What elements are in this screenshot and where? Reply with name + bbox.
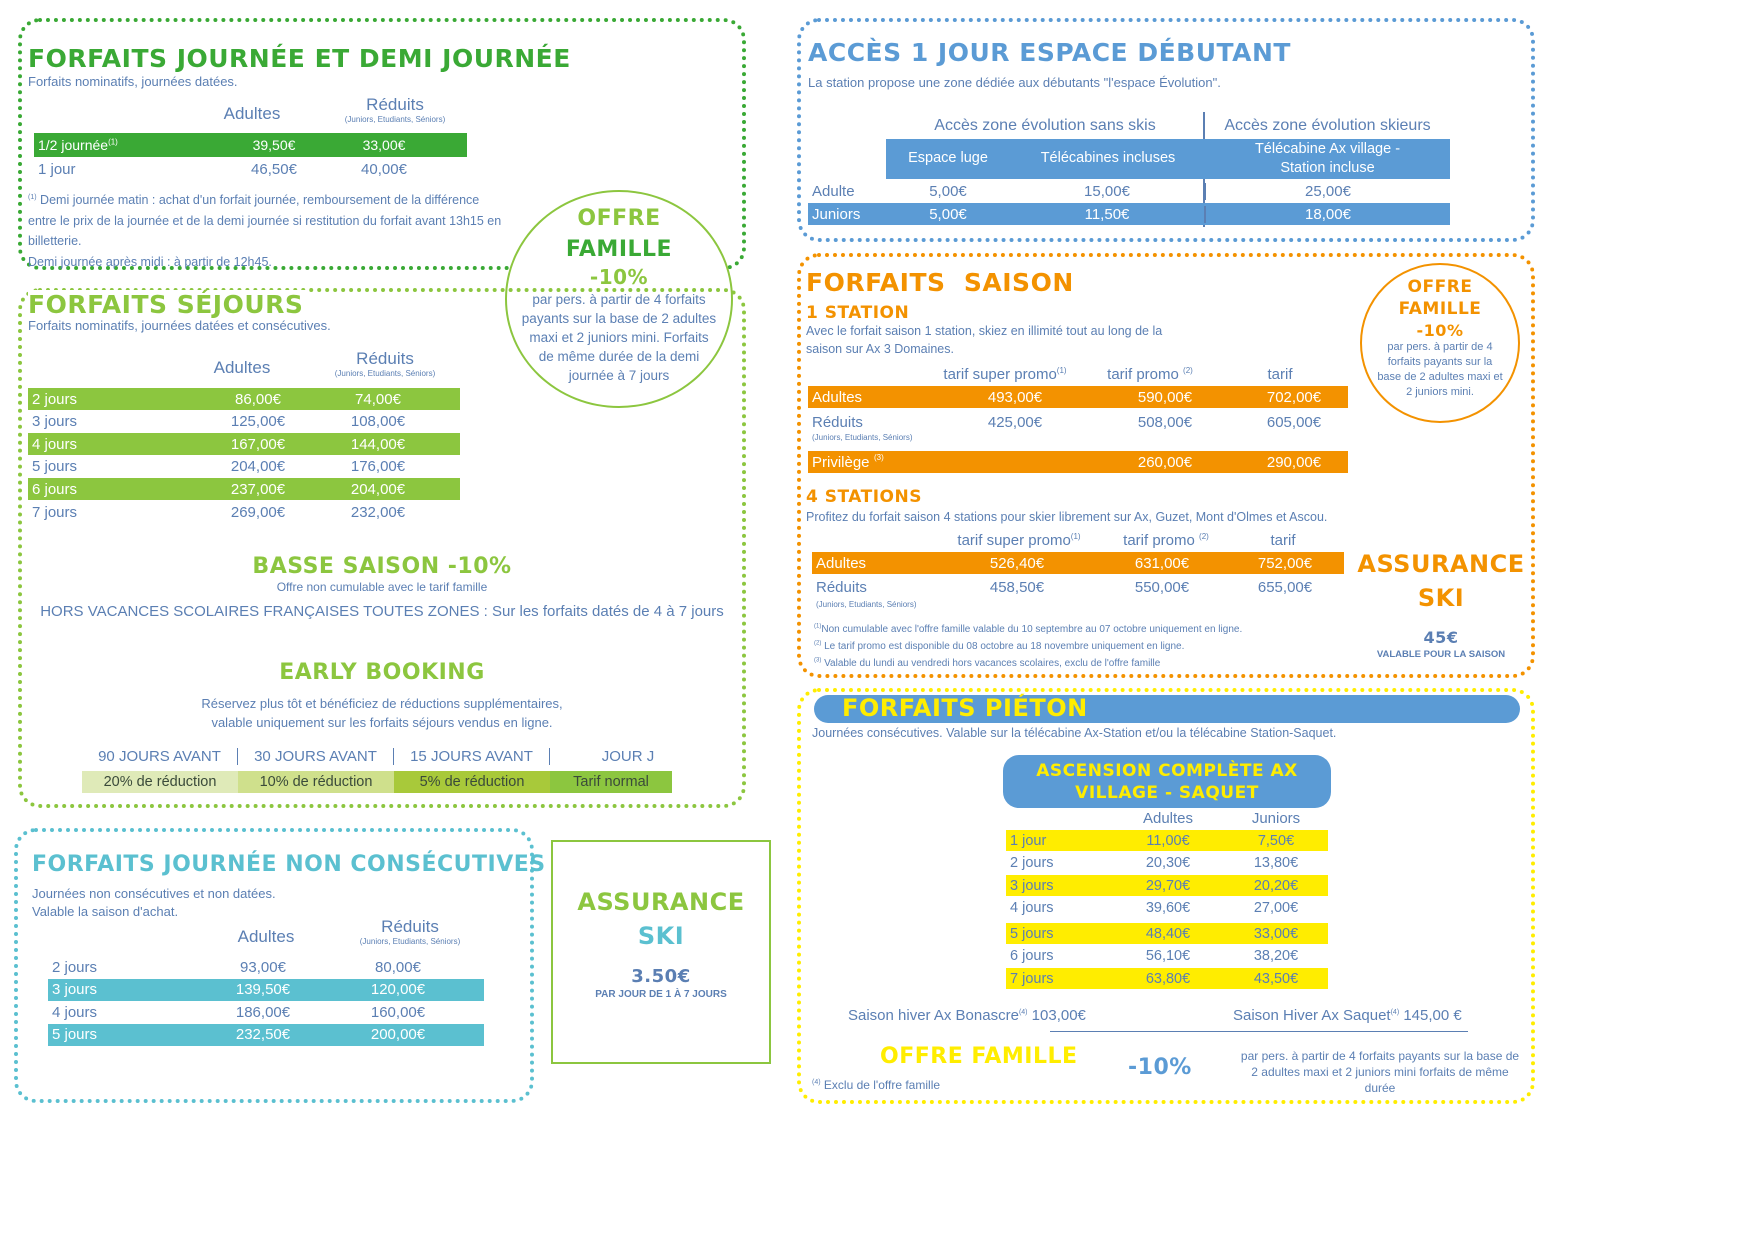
pieton-row-label: 7 jours bbox=[1010, 970, 1054, 987]
pieton-row-label: 2 jours bbox=[1010, 854, 1054, 871]
saison1-row-v3: 702,00€ bbox=[1266, 388, 1322, 406]
early-col-head: 15 JOURS AVANT bbox=[394, 748, 550, 765]
basse-saison-sub: Offre non cumulable avec le tarif famille bbox=[276, 580, 488, 594]
sejours-row-label: 7 jours bbox=[32, 503, 78, 521]
saison4-row-v2: 550,00€ bbox=[1134, 578, 1190, 596]
pieton-row-label: 3 jours bbox=[1010, 877, 1054, 894]
saison-1station-title: 1 STATION bbox=[806, 303, 910, 323]
debutant-row bbox=[808, 203, 1450, 225]
sejours-row-reduits: 144,00€ bbox=[350, 435, 406, 453]
saison1-row: Privilège 260,00€ 290,00€ (3) bbox=[808, 451, 1348, 473]
journee-title: FORFAITS JOURNÉE ET DEMI JOURNÉE bbox=[28, 44, 571, 73]
saison-col1: tarif super promo$^{(1)}$ bbox=[943, 366, 1067, 383]
sejours-row-label: 3 jours bbox=[32, 413, 78, 431]
sejours-title: FORFAITS SÉJOURS bbox=[28, 290, 307, 319]
pieton-exclu: $^{(4)}$ Exclu de l'offre famille bbox=[812, 1078, 941, 1092]
pieton-row-adultes: 48,40€ bbox=[1145, 925, 1191, 942]
saison1-row-v2: 590,00€ bbox=[1137, 388, 1193, 406]
pieton-row bbox=[1006, 945, 1328, 966]
non-consec-col-reduits-note: (Juniors, Etudiants, Séniors) bbox=[359, 937, 461, 946]
offre-famille-orange-circle bbox=[1360, 263, 1520, 423]
pieton-row-juniors: 13,80€ bbox=[1253, 854, 1299, 871]
debutant-row-v2: 11,50€ bbox=[1084, 205, 1130, 223]
non-consec-row bbox=[48, 1024, 484, 1046]
debutant-group2: Accès zone évolution skieurs bbox=[1224, 117, 1431, 134]
journee-col-reduits-label: Réduits bbox=[366, 95, 424, 114]
early-booking-text-2: valable uniquement sur les forfaits séjours vendus en ligne. bbox=[211, 715, 553, 730]
pieton-row-adultes: 11,00€ bbox=[1146, 832, 1190, 849]
offre-orange-pct: -10% bbox=[1416, 321, 1464, 340]
offre-orange-line1: OFFRE bbox=[1407, 277, 1473, 297]
sejours-row-label: 2 jours bbox=[32, 390, 78, 408]
pieton-pill: ASCENSION COMPLÈTE AX VILLAGE - SAQUET bbox=[1003, 755, 1331, 808]
saison4-reduits-note: (Juniors, Etudiants, Séniors) bbox=[816, 600, 917, 609]
sejours-row-adultes: 237,00€ bbox=[230, 480, 286, 498]
debutant-h2: Télécabines incluses bbox=[1040, 150, 1176, 166]
saison-col3: tarif bbox=[1267, 366, 1293, 383]
saison-4stations-title: 4 STATIONS bbox=[806, 487, 922, 507]
journee-row-adultes: 39,50€ bbox=[252, 137, 296, 153]
journee-notes: $^{(1)}$ Demi journée matin : achat d'un forfait journée, remboursement de la différence entre le prix de la journée et de la demi journée si restitution du forfait avant 13h15 en billetterie. Demi journée après midi : à partir de 12h45. bbox=[28, 193, 502, 269]
pieton-row-adultes: 29,70€ bbox=[1145, 877, 1191, 894]
journee-col-adultes: Adultes bbox=[223, 104, 281, 123]
debutant-row-label: Juniors bbox=[812, 205, 861, 223]
saison1-row-v1: 425,00€ bbox=[987, 413, 1043, 431]
sejours-row bbox=[28, 478, 460, 500]
offre-famille-text: par pers. à partir de 4 forfaits payants sur la base de 2 adultes maxi et 2 juniors mini. Forfaits de même durée de la demi journée à 7 jours bbox=[521, 292, 717, 383]
assurance-left-line2: SKI bbox=[637, 922, 685, 950]
pieton-row bbox=[1006, 897, 1328, 918]
saison-col2: tarif promo $^{(2)}$ bbox=[1107, 366, 1193, 383]
non-consec-row-reduits: 160,00€ bbox=[370, 1003, 426, 1021]
offre-famille-line2: FAMILLE bbox=[565, 237, 673, 262]
pieton-row bbox=[1006, 923, 1328, 944]
pieton-row-juniors: 27,00€ bbox=[1253, 899, 1299, 916]
journee-col-reduits bbox=[340, 95, 450, 124]
saison1-row-label: Réduits bbox=[812, 413, 863, 431]
saison1-row-v1: 493,00€ bbox=[987, 388, 1043, 406]
sejours-row bbox=[28, 433, 460, 455]
journee-subtitle: Forfaits nominatifs, journées datées. bbox=[28, 74, 238, 89]
saison1-row-label: Adultes bbox=[812, 388, 863, 406]
debutant-row bbox=[808, 180, 1450, 202]
pieton-row bbox=[1006, 968, 1328, 989]
offre-famille-pct: -10% bbox=[589, 265, 649, 289]
non-consec-row-adultes: 232,50€ bbox=[235, 1026, 291, 1044]
sejours-row-label: 5 jours bbox=[32, 458, 78, 476]
non-consec-row-reduits: 200,00€ bbox=[370, 1026, 426, 1044]
non-consec-col-reduits bbox=[354, 917, 466, 946]
debutant-row-v3: 25,00€ bbox=[1204, 183, 1450, 200]
pieton-offre-text: par pers. à partir de 4 forfaits payants sur la base de 2 adultes maxi et 2 juniors mini forfaits de même durée bbox=[1240, 1049, 1520, 1096]
sejours-row-reduits: 232,00€ bbox=[350, 503, 406, 521]
saison4-row-label: Adultes bbox=[816, 554, 867, 572]
assurance-left-box bbox=[551, 840, 771, 1064]
saison4-row-v1: 458,50€ bbox=[989, 578, 1045, 596]
non-consec-sub1: Journées non consécutives et non datées. bbox=[32, 886, 276, 901]
pieton-row-label: 4 jours bbox=[1010, 899, 1054, 916]
non-consec-row-label: 2 jours bbox=[52, 958, 98, 976]
saison1-row-label: Privilège bbox=[812, 453, 870, 471]
journee-row-reduits: 40,00€ bbox=[361, 160, 407, 178]
sejours-row-adultes: 204,00€ bbox=[230, 458, 286, 476]
journee-row-1 bbox=[34, 157, 467, 181]
pieton-row-adultes: 63,80€ bbox=[1145, 970, 1191, 987]
pieton-row-juniors: 7,50€ bbox=[1257, 832, 1295, 849]
sejours-col-reduits-note: (Juniors, Etudiants, Séniors) bbox=[334, 369, 436, 378]
saison4-row bbox=[812, 552, 1344, 574]
offre-famille-line1: OFFRE bbox=[577, 206, 661, 231]
pieton-row bbox=[1006, 875, 1328, 896]
pieton-row-juniors: 33,00€ bbox=[1253, 925, 1299, 942]
saison4-row-v3: 655,00€ bbox=[1257, 578, 1313, 596]
saison4-col3: tarif bbox=[1270, 532, 1296, 549]
non-consec-col-adultes: Adultes bbox=[237, 927, 295, 946]
non-consec-row-adultes: 93,00€ bbox=[240, 958, 286, 976]
pieton-section bbox=[797, 688, 1535, 1104]
saison4-row bbox=[812, 576, 1344, 598]
journee-col-reduits-note: (Juniors, Etudiants, Séniors) bbox=[344, 115, 446, 124]
sejours-row-adultes: 125,00€ bbox=[230, 413, 286, 431]
non-consec-row bbox=[48, 1001, 484, 1023]
saison1-row-v3: 290,00€ bbox=[1266, 453, 1322, 471]
sejours-col-adultes: Adultes bbox=[213, 358, 271, 377]
early-col-head: 90 JOURS AVANT bbox=[82, 748, 238, 765]
pieton-row-label: 1 jour bbox=[1010, 832, 1047, 849]
debutant-row-label: Adulte bbox=[812, 182, 855, 200]
pieton-row-juniors: 43,50€ bbox=[1253, 970, 1299, 987]
pieton-subtitle: Journées consécutives. Valable sur la télécabine Ax-Station et/ou la télécabine Station-Saquet. bbox=[812, 726, 1337, 740]
assurance-right-note: VALABLE POUR LA SAISON bbox=[1376, 649, 1506, 660]
assurance-right bbox=[1356, 550, 1526, 660]
non-consec-row-adultes: 186,00€ bbox=[235, 1003, 291, 1021]
saison-1station-sub2: saison sur Ax 3 Domaines. bbox=[806, 342, 954, 356]
saison4-row-v3: 752,00€ bbox=[1257, 554, 1313, 572]
pieton-row bbox=[1006, 852, 1328, 873]
journee-row-adultes: 46,50€ bbox=[251, 160, 297, 178]
sejours-row-adultes: 86,00€ bbox=[235, 390, 281, 408]
sejours-row-reduits: 74,00€ bbox=[355, 390, 401, 408]
saison1-row bbox=[808, 411, 1348, 433]
saison4-col1: tarif super promo$^{(1)}$ bbox=[957, 532, 1081, 549]
pieton-saison-saquet: Saison Hiver Ax Saquet$^{(4)}$ 145,00 € bbox=[1233, 1007, 1462, 1024]
non-consec-sub2: Valable la saison d'achat. bbox=[32, 904, 179, 919]
debutant-h1: Espace luge bbox=[908, 150, 988, 166]
sejours-col-reduits-label: Réduits bbox=[356, 349, 414, 368]
pieton-offre-title: OFFRE FAMILLE bbox=[880, 1044, 1078, 1069]
debutant-group1: Accès zone évolution sans skis bbox=[934, 117, 1156, 134]
assurance-left-note: PAR JOUR DE 1 À 7 JOURS bbox=[595, 989, 727, 1000]
debutant-h3: Télécabine Ax village - Station incluse bbox=[1254, 141, 1401, 176]
non-consec-row-adultes: 139,50€ bbox=[235, 981, 291, 999]
journee-row-label: 1 jour bbox=[38, 160, 76, 178]
saison4-row-label: Réduits bbox=[816, 578, 867, 596]
pieton-row-label: 6 jours bbox=[1010, 947, 1054, 964]
saison1-row-v2: 260,00€ bbox=[1137, 453, 1193, 471]
non-consec-row-label: 5 jours bbox=[52, 1026, 98, 1044]
basse-saison-title: BASSE SAISON -10% bbox=[252, 554, 512, 579]
assurance-left-price: 3.50€ bbox=[631, 966, 691, 987]
pieton-saison-bonascre: Saison hiver Ax Bonascre$^{(4)}$ 103,00€ bbox=[848, 1007, 1086, 1024]
saison1-reduits-note: (Juniors, Etudiants, Séniors) bbox=[812, 433, 913, 442]
early-col-value: Tarif normal bbox=[550, 771, 672, 793]
sejours-row bbox=[28, 388, 460, 410]
non-consec-title: FORFAITS JOURNÉE NON CONSÉCUTIVES bbox=[32, 852, 546, 877]
non-consec-row-label: 3 jours bbox=[52, 981, 98, 999]
sejours-row bbox=[28, 501, 460, 523]
pieton-row-adultes: 20,30€ bbox=[1145, 854, 1191, 871]
non-consec-row bbox=[48, 956, 484, 978]
sejours-row-reduits: 108,00€ bbox=[350, 413, 406, 431]
offre-orange-text: par pers. à partir de 4 forfaits payants sur la base de 2 adultes maxi et 2 juniors mini. bbox=[1377, 341, 1503, 398]
debutant-subtitle: La station propose une zone dédiée aux débutants "l'espace Évolution". bbox=[808, 75, 1221, 90]
pieton-row bbox=[1006, 830, 1328, 851]
saison-title: FORFAITS SAISON bbox=[806, 268, 1074, 297]
offre-orange-line2: FAMILLE bbox=[1398, 299, 1482, 319]
saison1-row-v2: 508,00€ bbox=[1137, 413, 1193, 431]
pieton-title: FORFAITS PIÉTON bbox=[842, 694, 1088, 722]
non-consec-row-reduits: 80,00€ bbox=[375, 958, 421, 976]
hors-vacances-text: HORS VACANCES SCOLAIRES FRANÇAISES TOUTES ZONES : Sur les forfaits datés de 4 à 7 jours bbox=[40, 603, 724, 620]
journee-row-reduits: 33,00€ bbox=[362, 137, 406, 153]
pieton-col-adultes: Adultes bbox=[1142, 810, 1194, 827]
early-booking-text-1: Réservez plus tôt et bénéficiez de réductions supplémentaires, bbox=[201, 696, 563, 711]
pieton-row-label: 5 jours bbox=[1010, 925, 1054, 942]
non-consec-row-reduits: 120,00€ bbox=[370, 981, 426, 999]
early-col-head: JOUR J bbox=[601, 748, 655, 765]
sejours-col-reduits bbox=[330, 349, 440, 378]
pieton-row-adultes: 39,60€ bbox=[1145, 899, 1191, 916]
assurance-right-line1: ASSURANCE bbox=[1357, 550, 1525, 578]
saison-footnotes: $^{(1)}$Non cumulable avec l'offre famille valable du 10 septembre au 07 octobre uniquement en ligne. $^{(2)}$ Le tarif promo est disponible du 08 octobre au 18 novembre uniquement en ligne. $^{(3)}$ Valable du lundi au vendredi hors vacances scolaires, exclu de l'offre famille bbox=[814, 623, 1243, 670]
sejours-row bbox=[28, 456, 460, 478]
non-consec-row-label: 4 jours bbox=[52, 1003, 98, 1021]
sejours-subtitle: Forfaits nominatifs, journées datées et consécutives. bbox=[28, 318, 331, 333]
sejours-row-label: 6 jours bbox=[32, 480, 78, 498]
saison-4stations-sub: Profitez du forfait saison 4 stations pour skier librement sur Ax, Guzet, Mont d'Olmes et Ascou. bbox=[806, 510, 1328, 524]
early-col-value: 10% de réduction bbox=[238, 771, 394, 793]
saison4-col2: tarif promo $^{(2)}$ bbox=[1123, 532, 1209, 549]
pieton-col-juniors: Juniors bbox=[1251, 810, 1301, 827]
sejours-row-reduits: 176,00€ bbox=[350, 458, 406, 476]
pieton-offre-pct: -10% bbox=[1128, 1055, 1192, 1080]
early-col-head: 30 JOURS AVANT bbox=[238, 748, 394, 765]
early-col-value: 20% de réduction bbox=[82, 771, 238, 793]
sejours-row bbox=[28, 411, 460, 433]
pieton-row-juniors: 20,20€ bbox=[1253, 877, 1299, 894]
sejours-row-adultes: 269,00€ bbox=[230, 503, 286, 521]
saison1-row bbox=[808, 386, 1348, 408]
assurance-left-line1: ASSURANCE bbox=[577, 888, 745, 916]
debutant-title: ACCÈS 1 JOUR ESPACE DÉBUTANT bbox=[808, 38, 1291, 67]
early-booking-title: EARLY BOOKING bbox=[279, 660, 485, 685]
pieton-divider bbox=[1050, 1031, 1468, 1032]
debutant-row-v1: 5,00€ bbox=[929, 205, 967, 223]
debutant-row-v3: 18,00€ bbox=[1204, 206, 1450, 223]
journee-row-label: 1/2 journée$^{(1)}$ bbox=[38, 137, 118, 153]
pieton-row-juniors: 38,20€ bbox=[1253, 947, 1299, 964]
debutant-row-v2: 15,00€ bbox=[1084, 182, 1130, 200]
assurance-right-price: 45€ bbox=[1423, 628, 1459, 647]
early-col-value: 5% de réduction bbox=[394, 771, 550, 793]
assurance-right-line2: SKI bbox=[1417, 584, 1465, 612]
saison1-row-v3: 605,00€ bbox=[1266, 413, 1322, 431]
debutant-row-v1: 5,00€ bbox=[929, 182, 967, 200]
non-consec-row bbox=[48, 979, 484, 1001]
sejours-row-reduits: 204,00€ bbox=[350, 480, 406, 498]
pieton-row-adultes: 56,10€ bbox=[1145, 947, 1191, 964]
saison-1station-sub1: Avec le forfait saison 1 station, skiez en illimité tout au long de la bbox=[806, 324, 1163, 338]
saison4-row-v1: 526,40€ bbox=[989, 554, 1045, 572]
sejours-row-label: 4 jours bbox=[32, 435, 78, 453]
saison4-row-v2: 631,00€ bbox=[1134, 554, 1190, 572]
sejours-row-adultes: 167,00€ bbox=[230, 435, 286, 453]
journee-row-0 bbox=[34, 133, 467, 157]
non-consec-col-reduits-label: Réduits bbox=[381, 917, 439, 936]
